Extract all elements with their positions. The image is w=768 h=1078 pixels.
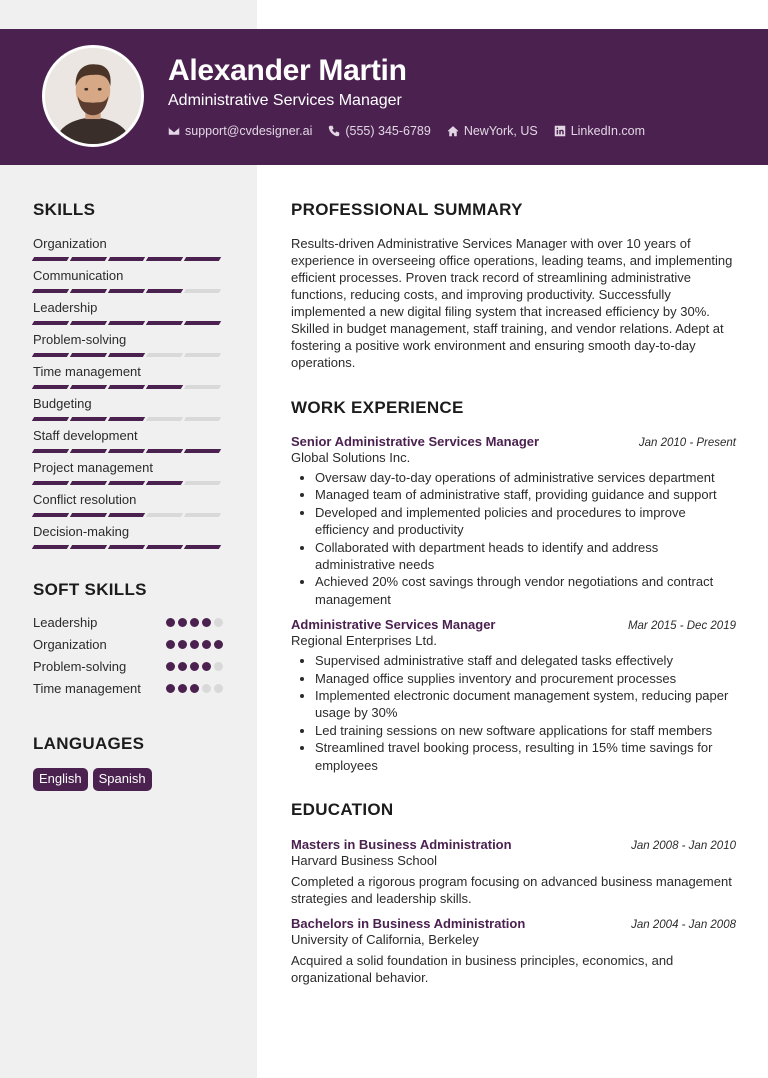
- job-bullet: • Led training sessions on new software applications for staff members: [315, 722, 736, 739]
- contact-phone-text: (555) 345-6789: [345, 124, 431, 138]
- skill-bar-segment-filled: [70, 545, 107, 549]
- skill-bar: [33, 257, 223, 261]
- rating-dot-filled: [166, 662, 175, 671]
- job-bullet: • Streamlined travel booking process, resulting in 15% time savings for employees: [315, 739, 736, 774]
- skill-name: Project management: [33, 460, 153, 475]
- contact-phone[interactable]: [328, 124, 430, 138]
- skill-bar-segment-empty: [184, 353, 221, 357]
- rating-dot-filled: [178, 618, 187, 627]
- skill-bar: [33, 353, 223, 357]
- skill-bar-segment-filled: [70, 449, 107, 453]
- rating-dot-filled: [214, 640, 223, 649]
- skills-heading: SKILLS: [33, 200, 96, 219]
- skill-bar-segment-empty: [184, 385, 221, 389]
- soft-skill-item: [33, 614, 223, 631]
- skill-bar-segment-filled: [146, 385, 183, 389]
- skill-bar-segment-empty: [184, 513, 221, 517]
- skill-bar-segment-filled: [70, 417, 107, 421]
- skill-bar-segment-empty: [146, 417, 183, 421]
- skill-bar: [33, 289, 223, 293]
- job-company: Regional Enterprises Ltd.: [291, 633, 437, 649]
- education-heading: EDUCATION: [291, 800, 394, 820]
- rating-dot-empty: [202, 684, 211, 693]
- languages-heading: LANGUAGES: [33, 734, 145, 753]
- skill-item: [33, 524, 223, 556]
- skill-bar-segment-filled: [146, 481, 183, 485]
- skill-bar-segment-empty: [184, 481, 221, 485]
- skill-name: Staff development: [33, 428, 138, 443]
- home-icon: [447, 125, 459, 137]
- soft-skill-rating: [166, 680, 223, 693]
- candidate-name: Alexander Martin: [168, 54, 407, 87]
- skill-bar: [33, 545, 223, 549]
- job-bullet: • Implemented electronic document management system, reducing paper usage by 30%: [315, 687, 736, 722]
- contact-location-text: NewYork, US: [463, 124, 538, 138]
- skill-item: [33, 428, 223, 460]
- job-bullet: • Managed office supplies inventory and procurement processes: [315, 670, 736, 687]
- rating-dot-filled: [190, 618, 199, 627]
- job-bullet: • Managed team of administrative staff, providing guidance and support: [315, 486, 736, 503]
- education-header: [291, 837, 736, 852]
- job-role: Senior Administrative Services Manager: [291, 434, 540, 449]
- skill-bar: [33, 417, 223, 421]
- skill-bar: [33, 321, 223, 325]
- skill-name: Organization: [33, 236, 107, 251]
- soft-skill-name: Time management: [33, 681, 141, 696]
- skill-bar-segment-filled: [32, 289, 69, 293]
- job-bullet: • Developed and implemented policies and procedures to improve efficiency and productivity: [315, 504, 736, 539]
- skill-bar-segment-filled: [70, 385, 107, 389]
- education-entry: [291, 837, 736, 907]
- skill-bar-segment-filled: [184, 257, 221, 261]
- skill-bar-segment-filled: [184, 545, 221, 549]
- education-entry: [291, 916, 736, 986]
- soft-skill-item: [33, 636, 223, 653]
- skill-bar-segment-filled: [32, 513, 69, 517]
- rating-dot-filled: [202, 640, 211, 649]
- phone-icon: [328, 125, 340, 137]
- skill-bar-segment-empty: [184, 289, 221, 293]
- skill-bar-segment-filled: [108, 513, 145, 517]
- rating-dot-empty: [214, 618, 223, 627]
- skill-bar-segment-filled: [32, 385, 69, 389]
- skill-bar-segment-filled: [108, 481, 145, 485]
- skill-bar-segment-filled: [146, 257, 183, 261]
- rating-dot-filled: [190, 640, 199, 649]
- contact-location: [447, 124, 538, 138]
- envelope-icon: [168, 125, 180, 137]
- rating-dot-filled: [202, 662, 211, 671]
- skill-name: Leadership: [33, 300, 98, 315]
- skill-item: [33, 236, 223, 268]
- skill-bar: [33, 481, 223, 485]
- soft-skill-item: [33, 658, 223, 675]
- soft-skill-name: Organization: [33, 637, 107, 652]
- skill-name: Decision-making: [33, 524, 130, 539]
- skill-item: [33, 364, 223, 396]
- skill-bar-segment-filled: [146, 449, 183, 453]
- language-badge: Spanish: [93, 768, 152, 791]
- skill-bar-segment-filled: [108, 257, 145, 261]
- languages-list: [33, 768, 223, 791]
- skill-bar-segment-filled: [146, 289, 183, 293]
- profile-photo: [45, 48, 141, 144]
- skill-bar-segment-filled: [108, 289, 145, 293]
- rating-dot-empty: [214, 684, 223, 693]
- job-dates: Jan 2010 - Present: [638, 437, 736, 449]
- soft-skill-rating: [166, 614, 223, 627]
- job-bullets: [291, 652, 736, 774]
- rating-dot-filled: [178, 684, 187, 693]
- skill-name: Time management: [33, 364, 141, 379]
- skill-bar-segment-filled: [32, 417, 69, 421]
- contact-linkedin[interactable]: [554, 124, 645, 138]
- rating-dot-filled: [190, 684, 199, 693]
- skill-item: [33, 492, 223, 524]
- skill-bar-segment-filled: [70, 353, 107, 357]
- skill-name: Communication: [33, 268, 124, 283]
- left-column: [33, 200, 223, 791]
- skill-bar-segment-filled: [184, 449, 221, 453]
- candidate-title: Administrative Services Manager: [168, 92, 402, 109]
- job-role: Administrative Services Manager: [291, 617, 496, 633]
- skill-bar-segment-filled: [32, 321, 69, 325]
- skill-bar-segment-filled: [108, 321, 145, 325]
- education-description: Completed a rigorous program focusing on advanced business management strategies and leadership skills.: [291, 874, 732, 907]
- skill-item: [33, 332, 223, 364]
- skill-bar-segment-empty: [184, 417, 221, 421]
- skill-name: Problem-solving: [33, 332, 127, 347]
- skill-bar-segment-empty: [146, 513, 183, 517]
- education-dates: Jan 2004 - Jan 2008: [631, 919, 736, 932]
- job-bullet: • Supervised administrative staff and delegated tasks effectively: [315, 652, 736, 669]
- skill-bar-segment-filled: [70, 321, 107, 325]
- skill-bar-segment-filled: [108, 417, 145, 421]
- education-description: Acquired a solid foundation in business principles, economics, and organizational behavior.: [291, 953, 674, 986]
- education-degree: Bachelors in Business Administration: [291, 916, 526, 932]
- education-school: Harvard Business School: [291, 853, 437, 869]
- job-bullet: • Achieved 20% cost savings through vendor negotiations and contract management: [315, 573, 736, 608]
- rating-dot-empty: [214, 662, 223, 671]
- right-column: [291, 200, 736, 986]
- skill-bar-segment-filled: [184, 321, 221, 325]
- skill-bar: [33, 513, 223, 517]
- soft-skills-heading: SOFT SKILLS: [33, 580, 147, 599]
- job-entry: [291, 434, 736, 608]
- education-header: [291, 916, 736, 931]
- skill-bar-segment-filled: [108, 449, 145, 453]
- contact-email-text: support@cvdesigner.ai: [185, 124, 313, 138]
- skill-name: Budgeting: [33, 396, 92, 411]
- skill-bar-segment-filled: [32, 257, 69, 261]
- soft-skill-item: [33, 680, 223, 697]
- skill-bar-segment-filled: [108, 353, 145, 357]
- contact-row: [168, 122, 645, 140]
- summary-text: Results-driven Administrative Services Manager with over 10 years of experience in overseeing office operations, leading teams, and implementing efficient processes. Proven track record of streamlining administrative functions, reducing costs, and improving productivity. Successfully implemented a new digital filing system that increased efficiency by 30%. Skilled in budget management, staff training, and vendor relations. Adept at fostering a positive work environment and ensuring smooth day-to-day operations.: [291, 236, 733, 370]
- skill-item: [33, 300, 223, 332]
- education-degree: Masters in Business Administration: [291, 837, 512, 853]
- skills-list: [33, 236, 223, 556]
- skill-bar-segment-filled: [70, 289, 107, 293]
- skill-bar: [33, 385, 223, 389]
- job-bullet: • Collaborated with department heads to identify and address administrative needs: [315, 539, 736, 574]
- education-school: University of California, Berkeley: [291, 932, 479, 948]
- experience-heading: WORK EXPERIENCE: [291, 398, 464, 417]
- contact-linkedin-text: LinkedIn.com: [570, 124, 646, 138]
- skill-bar-segment-filled: [108, 385, 145, 389]
- skill-bar-segment-filled: [32, 449, 69, 453]
- soft-skill-name: Problem-solving: [33, 659, 127, 674]
- soft-skill-rating: [166, 658, 223, 671]
- rating-dot-filled: [166, 618, 175, 627]
- summary-heading: PROFESSIONAL SUMMARY: [291, 200, 523, 219]
- soft-skills-list: [33, 614, 223, 697]
- skill-item: [33, 460, 223, 492]
- rating-dot-filled: [166, 684, 175, 693]
- rating-dot-filled: [178, 640, 187, 649]
- job-header: [291, 434, 736, 449]
- skill-bar-segment-filled: [32, 545, 69, 549]
- skill-name: Conflict resolution: [33, 492, 137, 507]
- skill-item: [33, 396, 223, 428]
- skill-bar-segment-filled: [146, 545, 183, 549]
- skill-bar-segment-filled: [70, 257, 107, 261]
- rating-dot-filled: [190, 662, 199, 671]
- rating-dot-filled: [202, 618, 211, 627]
- rating-dot-filled: [166, 640, 175, 649]
- skill-item: [33, 268, 223, 300]
- job-bullet: • Oversaw day-to-day operations of administrative services department: [315, 469, 736, 486]
- skill-bar: [33, 449, 223, 453]
- skill-bar-segment-empty: [146, 353, 183, 357]
- skill-bar-segment-filled: [146, 321, 183, 325]
- language-badge: English: [33, 768, 88, 791]
- linkedin-icon: [554, 125, 566, 137]
- job-entry: [291, 617, 736, 774]
- skill-bar-segment-filled: [32, 353, 69, 357]
- skill-bar-segment-filled: [70, 513, 107, 517]
- job-dates: Mar 2015 - Dec 2019: [627, 620, 736, 633]
- skill-bar-segment-filled: [32, 481, 69, 485]
- job-company: Global Solutions Inc.: [291, 450, 411, 465]
- rating-dot-filled: [178, 662, 187, 671]
- soft-skill-name: Leadership: [33, 615, 98, 630]
- soft-skill-rating: [166, 636, 223, 649]
- education-dates: Jan 2008 - Jan 2010: [631, 840, 736, 853]
- contact-email[interactable]: [168, 124, 312, 138]
- job-header: [291, 617, 736, 632]
- skill-bar-segment-filled: [108, 545, 145, 549]
- avatar: [42, 45, 144, 147]
- job-bullets: [291, 469, 736, 608]
- skill-bar-segment-filled: [70, 481, 107, 485]
